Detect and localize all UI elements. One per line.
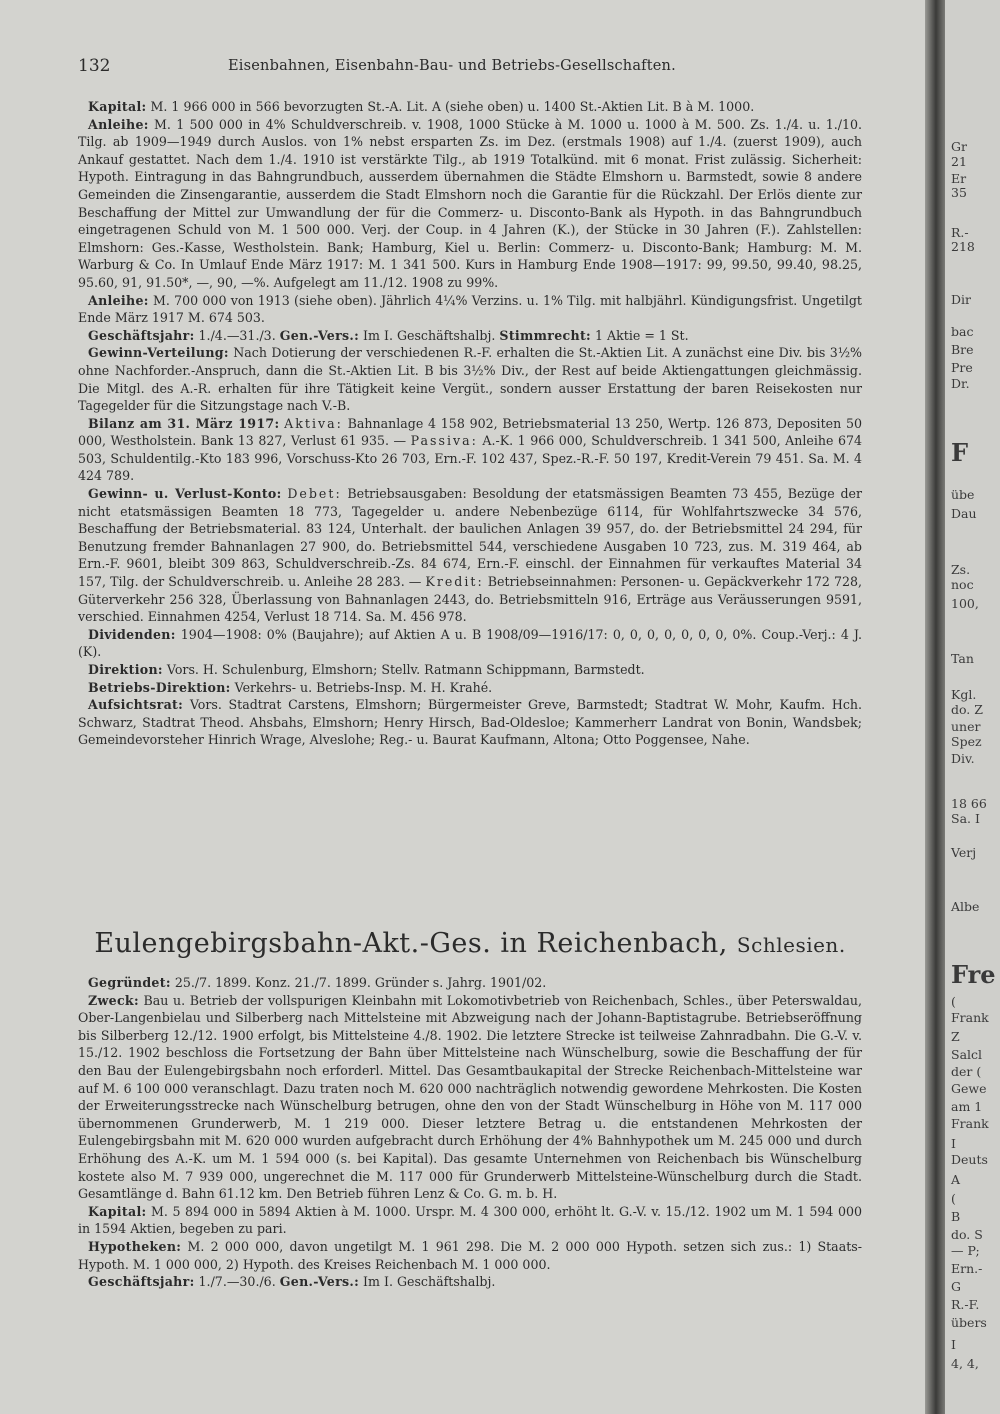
text-aufsichtsrat: Vors. Stadtrat Carstens, Elmshorn; Bürgermeister Greve, Barmstedt; Stadtrat W. Mohr, Kaufm. Hch. Schwarz, Stadtrat Theod. Ahsbahs, Elmshorn; Henry Hirsch, Bad-Oldesloe; Kammerherr Landrat von Bonin, Wandsbek; Gemeindevorsteher Hinrich Wrage, Alveslohe; Reg.- u. Baurat Kaufmann, Altona; Otto Poggensee, Nahe. xyxy=(78,697,862,748)
para-hypotheken xyxy=(78,1238,862,1273)
facing-page-text: noc xyxy=(951,577,974,592)
facing-page-text: 21 xyxy=(951,154,967,169)
label-aufsichtsrat: Aufsichtsrat: xyxy=(88,697,184,713)
facing-page-text: Gr xyxy=(951,139,967,154)
facing-page-text: Dr. xyxy=(951,376,970,391)
facing-page-text: B xyxy=(951,1209,961,1224)
para-geschaeftsjahr-2 xyxy=(78,1273,862,1291)
facing-page-text: übers xyxy=(951,1315,987,1330)
book-gutter xyxy=(925,0,947,1414)
facing-page-text: bac xyxy=(951,324,974,339)
text-zweck: Bau u. Betrieb der vollspurigen Kleinbahn mit Lokomotivbetrieb von Reichenbach, Schles., über Peterswaldau, Ober-Langenbielau und Silberberg nach Mittelsteine mit Abzweigung nach der Johann-Baptistagrube. Betriebseröffnung bis Silberberg 12./12. 1900 erfolgt, bis Mittelsteine 4./8. 1902. Die letztere Strecke ist teilweise Zahnradbahn. Die G.-V. v. 15./12. 1902 beschloss die Fortsetzung der Bahn über Mittelsteine nach Wünschelburg, sowie die Beschaffung der für den Bau der Eulengebirgsbahn noch erforderl. Mittel. Das Gesamtbaukapital der Strecke Reichenbach-Mittelsteine war auf M. 6 100 000 veranschlagt. Dazu traten noch M. 620 000 nachträglich notwendig gewordene Mehrkosten. Die Kosten der Erweiterungsstrecke nach Wünschelburg betrugen, ohne den von der Stadt Wünschelburg in Höhe von M. 117 000 übernommenen Grunderwerb, M. 1 219 000. Dieser letztere Betrag u. die entstandenen Mehrkosten der Eulengebirgsbahn mit M. 620 000 wurden aufgebracht durch Erhöhung der 4% Bahnhypothek um M. 245 000 und durch Erhöhung des A.-K. um M. 1 594 000 (s. bei Kapital). Das gesamte Unternehmen von Reichenbach bis Wünschelburg kostete also M. 7 939 000, ungerechnet die M. 117 000 für Grunderwerb Mittelsteine-Wünschelburg durch die Stadt. Gesamtlänge d. Bahn 61.12 km. Den Betrieb führen Lenz & Co. G. m. b. H. xyxy=(78,992,862,1202)
facing-page-text: G xyxy=(951,1279,961,1294)
facing-page-text: Bre xyxy=(951,342,974,357)
label-anleihe-1: Anleihe: xyxy=(88,116,149,132)
facing-page-text: Salcl xyxy=(951,1047,983,1062)
facing-page-text: übe xyxy=(951,487,975,502)
facing-page-text: der ( xyxy=(951,1064,982,1079)
para-zweck xyxy=(78,992,862,1203)
facing-page-text: Gewe xyxy=(951,1081,987,1096)
text-dividenden: 1904—1908: 0% (Baujahre); auf Aktien A u. B 1908/09—1916/17: 0, 0, 0, 0, 0, 0, 0, 0%. Coup.-Verj.: 4 J. (K). xyxy=(78,626,862,660)
para-gewinn-verlust xyxy=(78,485,862,626)
facing-page-text: 100, xyxy=(951,596,979,611)
facing-page-text: Frank xyxy=(951,1116,989,1131)
facing-page-text: Sa. I xyxy=(951,811,980,826)
facing-page-text: Deuts xyxy=(951,1152,988,1167)
label-aktiva: Aktiva: xyxy=(284,415,343,431)
text-kredit: Betriebseinnahmen: Personen- u. Gepäckverkehr 172 728, Güterverkehr 256 328, Überlassung von Bahnanlagen 2443, do. Betriebsmitteln 916, Erträge aus Veräusserungen 9591, verschied. Einnahmen 4254, Verlust 18 714. Sa. M. 456 978. xyxy=(78,574,862,625)
text-stimmrecht: 1 Aktie = 1 St. xyxy=(595,327,689,343)
facing-page-text: I xyxy=(951,1337,956,1352)
facing-page-text: R.-F. xyxy=(951,1297,980,1312)
text-anleihe-2: M. 700 000 von 1913 (siehe oben). Jährlich 4¼% Verzins. u. 1% Tilg. mit halbjährl. Kündigungsfrist. Ungetilgt Ende März 1917 M. 674 503. xyxy=(78,292,862,326)
label-anleihe-2: Anleihe: xyxy=(88,292,149,308)
facing-page-text: do. Z xyxy=(951,702,983,717)
facing-page-text: Frank xyxy=(951,1010,989,1025)
company-name: Eulengebirgsbahn-Akt.-Ges. in Reichenbach, xyxy=(94,928,728,959)
para-dividenden xyxy=(78,626,862,661)
text-geschaeftsjahr-2: 1./7.—30./6. xyxy=(198,1274,276,1290)
text-gewinn-verteilung: Nach Dotierung der verschiedenen R.-F. erhalten die St.-Aktien Lit. A zunächst eine Div. bis 3½% ohne Nachforder.-Anspruch, dann die St.-Aktien Lit. B bis 3½% Div., der Rest auf beide Aktiengattungen gleichmässig. Die Mitgl. des A.-R. erhalten für ihre Tätigkeit keine Vergüt., sondern ausser Erstattung der baren Reisekosten nur Tagegelder für die Sitzungstage nach V.-B. xyxy=(78,345,862,414)
label-gewinn-verlust: Gewinn- u. Verlust-Konto: xyxy=(88,486,282,502)
facing-page-text: Div. xyxy=(951,751,975,766)
facing-page-text: Dau xyxy=(951,506,977,521)
section-elmshorn-barmstedt xyxy=(78,98,862,749)
facing-page-text: Dir xyxy=(951,292,971,307)
label-zweck: Zweck: xyxy=(88,992,139,1008)
para-gewinn-verteilung xyxy=(78,344,862,414)
facing-page-text: Pre xyxy=(951,360,973,375)
label-debet: Debet: xyxy=(287,486,342,502)
facing-page-text: am 1 xyxy=(951,1099,983,1114)
section-eulengebirgsbahn xyxy=(78,974,862,1291)
para-gegruendet xyxy=(78,974,862,992)
facing-page-text: Verj xyxy=(951,845,977,860)
label-gen-vers-2: Gen.-Vers.: xyxy=(279,1274,360,1290)
text-kapital-2: M. 5 894 000 in 5894 Aktien à M. 1000. Urspr. M. 4 300 000, erhöht lt. G.-V. v. 15./12. 1902 um M. 1 594 000 in 1594 Aktien, begeben zu pari. xyxy=(78,1203,862,1237)
facing-page-text: R.- xyxy=(951,225,969,240)
text-gen-vers-2: Im I. Geschäftshalbj. xyxy=(363,1274,496,1290)
facing-page-text: F xyxy=(951,438,969,467)
label-gewinn-verteilung: Gewinn-Verteilung: xyxy=(88,345,229,361)
facing-page-text: Kgl. xyxy=(951,687,977,702)
label-dividenden: Dividenden: xyxy=(88,626,176,642)
text-gegruendet: 25./7. 1899. Konz. 21./7. 1899. Gründer s. Jahrg. 1901/02. xyxy=(174,975,547,990)
facing-page-text: Tan xyxy=(951,651,974,666)
label-geschaeftsjahr-2: Geschäftsjahr: xyxy=(88,1274,195,1290)
para-geschaeftsjahr xyxy=(78,327,862,345)
facing-page-text: I xyxy=(951,1136,956,1151)
label-stimmrecht: Stimmrecht: xyxy=(499,327,592,343)
para-direktion xyxy=(78,661,862,679)
label-direktion: Direktion: xyxy=(88,662,163,677)
para-bilanz xyxy=(78,415,862,485)
label-hypotheken: Hypotheken: xyxy=(88,1238,182,1254)
facing-page-text: 4, 4, xyxy=(951,1356,979,1371)
text-betriebs-direktion: Verkehrs- u. Betriebs-Insp. M. H. Krahé. xyxy=(234,679,493,695)
facing-page-text: Ern.- xyxy=(951,1261,983,1276)
text-passiva: A.-K. 1 966 000, Schuldverschreib. 1 341 500, Anleihe 674 503, Schuldentilg.-Kto 183 996, Vorschuss-Kto 26 703, Ern.-F. 102 437, Spez.-R.-F. 50 197, Kredit-Verein 79 451. Sa. M. 4 424 789. xyxy=(78,433,862,484)
text-aktiva: Bahnanlage 4 158 902, Betriebsmaterial 13 250, Wertp. 126 873, Depositen 50 000, Westholstein. Bank 13 827, Verlust 61 935. — xyxy=(78,415,862,449)
label-gegruendet: Gegründet: xyxy=(88,975,171,990)
text-direktion: Vors. H. Schulenburg, Elmshorn; Stellv. Ratmann Schippmann, Barmstedt. xyxy=(166,662,645,677)
text-geschaeftsjahr: 1./4.—31./3. xyxy=(198,327,276,343)
facing-page-text: ( xyxy=(951,994,956,1009)
text-kapital: M. 1 966 000 in 566 bevorzugten St.-A. Lit. A (siehe oben) u. 1400 St.-Aktien Lit. B à M. 1000. xyxy=(150,99,755,114)
page-header xyxy=(78,56,862,78)
facing-page-fragment xyxy=(945,0,1000,1414)
label-kapital: Kapital: xyxy=(88,99,147,114)
facing-page-text: Er xyxy=(951,171,967,186)
label-passiva: Passiva: xyxy=(410,433,478,449)
para-kapital xyxy=(78,98,862,116)
label-betriebs-direktion: Betriebs-Direktion: xyxy=(88,679,231,695)
facing-page-text: — P; xyxy=(951,1243,980,1258)
facing-page-text: A xyxy=(951,1172,961,1187)
para-betriebs-direktion xyxy=(78,679,862,697)
facing-page-text: Spez xyxy=(951,734,982,749)
para-kapital-2 xyxy=(78,1203,862,1238)
page-number: 132 xyxy=(78,56,111,76)
label-kredit: Kredit: xyxy=(425,574,484,590)
text-debet: Betriebsausgaben: Besoldung der etatsmässigen Beamten 73 455, Bezüge der nicht etatsmässigen Beamten 18 773, Tagegelder u. andere Nebenbezüge 6114, für Wohlfahrtszwecke 34 576, Beschaffung der Betriebsmaterial. 83 124, Unterhalt. der baulichen Anlagen 39 957, do. der Betriebsmittel 24 294, für Benutzung fremder Bahnanlagen 27 900, do. Betriebsmittel 544, verschiedene Ausgaben 10 723, zus. M. 319 464, ab Ern.-F. 9601, bleibt 309 863, Schuldverschreib.-Zs. 84 674, Ern.-F. einschl. der Einnahmen für verkauftes Material 34 157, Tilg. der Schuldverschreib. u. Anleihe 28 283. — xyxy=(78,486,862,590)
facing-page-text: 218 xyxy=(951,239,975,254)
label-geschaeftsjahr: Geschäftsjahr: xyxy=(88,327,195,343)
facing-page-text: Zs. xyxy=(951,562,971,577)
facing-page-text: Fre xyxy=(951,960,996,989)
label-bilanz: Bilanz am 31. März 1917: xyxy=(88,415,280,431)
facing-page-text: ( xyxy=(951,1191,956,1206)
facing-page-text: Albe xyxy=(951,899,980,914)
facing-page-text: uner xyxy=(951,719,981,734)
text-anleihe-1: M. 1 500 000 in 4% Schuldverschreib. v. 1908, 1000 Stücke à M. 1000 u. 1000 à M. 500. Zs. 1./4. u. 1./10. Tilg. ab 1909—1949 durch Auslos. von 1% nebst ersparten Zs. im Dez. (erstmals 1908) auf 1./4. (zuerst 1909), auch Ankauf gestattet. Nach dem 1./4. 1910 ist verstärkte Tilg., ab 1919 Totalkünd. mit 6 monat. Frist zulässig. Sicherheit: Hypoth. Eintragung in das Bahngrundbuch, ausserdem übernahmen die Städte Elmshorn u. Barmstedt, sowie 8 andere Gemeinden die Zinsengarantie, ausserdem die Stadt Elmshorn noch die Garantie für die Rückzahl. Der Erlös diente zur Beschaffung der Mittel zur Umwandlung der für die Commerz- u. Disconto-Bank als Hypoth. in das Bahngrundbuch eingetragenen Schuld von M. 1 500 000. Verj. der Coup. in 4 Jahren (K.), der Stücke in 30 Jahren (F.). Zahlstellen: Elmshorn: Ges.-Kasse, Westholstein. Bank; Hamburg, Kiel u. Berlin: Commerz- u. Disconto-Bank; Hamburg: M. M. Warburg & Co. In Umlauf Ende März 1917: M. 1 341 500. Kurs in Hamburg Ende 1908—1917: 99, 99.50, 99.40, 98.25, 95.60, 91, 91.50*, —, 90, —%. Aufgelegt am 11./12. 1908 zu 99%. xyxy=(78,116,862,290)
facing-page-text: Z xyxy=(951,1029,960,1044)
text-hypotheken: M. 2 000 000, davon ungetilgt M. 1 961 298. Die M. 2 000 000 Hypoth. setzen sich zus.: 1) Staats-Hypoth. M. 1 000 000, 2) Hypoth. des Kreises Reichenbach M. 1 000 000. xyxy=(78,1238,862,1272)
para-aufsichtsrat xyxy=(78,696,862,749)
facing-page-text: do. S xyxy=(951,1227,983,1242)
running-title: Eisenbahnen, Eisenbahn-Bau- und Betriebs-Gesellschaften. xyxy=(228,58,676,74)
facing-page-text: 35 xyxy=(951,185,967,200)
label-gen-vers: Gen.-Vers.: xyxy=(279,327,360,343)
text-gen-vers: Im I. Geschäftshalbj. xyxy=(363,327,496,343)
company-heading xyxy=(78,928,862,959)
facing-page-text: 18 66 xyxy=(951,796,987,811)
company-location: Schlesien. xyxy=(736,933,846,957)
label-kapital-2: Kapital: xyxy=(88,1203,147,1219)
para-anleihe-2 xyxy=(78,292,862,327)
para-anleihe-1 xyxy=(78,116,862,292)
